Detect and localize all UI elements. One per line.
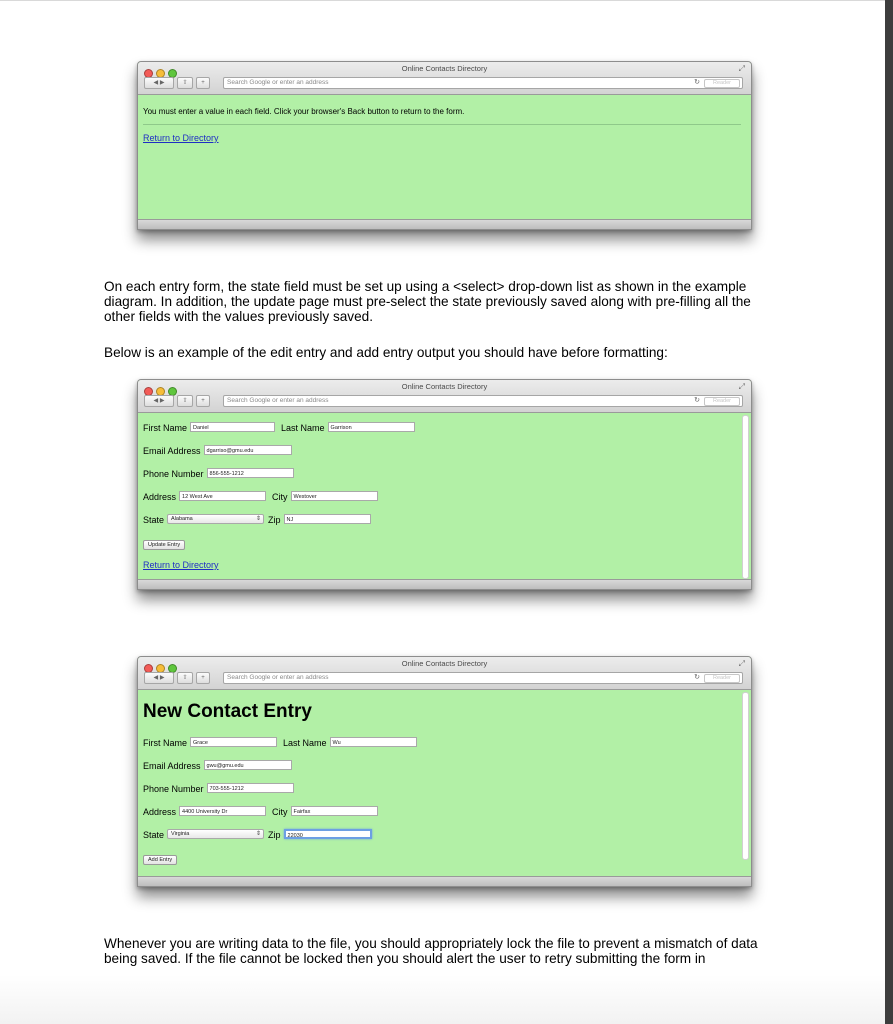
add-entry-form <box>143 699 741 879</box>
window-statusbar <box>138 579 751 589</box>
state-selected-value: Virginia <box>171 831 190 837</box>
browser-window-add <box>137 656 752 887</box>
reload-icon[interactable]: ↻ <box>694 397 700 404</box>
address-label: Address <box>143 807 177 817</box>
email-row <box>143 445 298 457</box>
address-input[interactable]: 12 West Ave <box>179 491 266 501</box>
city-input[interactable]: Westover <box>291 491 378 501</box>
city-input[interactable]: Fairfax <box>291 806 378 816</box>
window-titlebar <box>138 657 751 690</box>
last-name-label: Last Name <box>281 423 325 433</box>
window-statusbar <box>138 876 751 886</box>
phone-row <box>143 468 300 480</box>
window-title: Online Contacts Directory <box>401 64 488 73</box>
last-name-input[interactable]: Wu <box>330 737 417 747</box>
address-label: Address <box>143 492 177 502</box>
address-placeholder: Search Google or enter an address <box>227 79 329 86</box>
new-tab-icon[interactable]: + <box>196 672 210 684</box>
name-row <box>143 422 421 434</box>
reload-icon[interactable]: ↻ <box>694 674 700 681</box>
select-arrows-icon: ⇕ <box>255 831 262 837</box>
address-input[interactable]: 4400 University Dr <box>179 806 266 816</box>
fullscreen-icon[interactable]: ⤢ <box>738 382 745 391</box>
new-tab-icon[interactable]: + <box>196 395 210 407</box>
browser-window-edit <box>137 379 752 590</box>
window-title: Online Contacts Directory <box>401 659 488 668</box>
return-to-directory-link[interactable]: Return to Directory <box>143 560 219 570</box>
update-entry-button[interactable]: Update Entry <box>143 540 185 550</box>
vertical-scrollbar[interactable] <box>742 692 749 860</box>
share-icon[interactable]: ⇧ <box>177 672 193 684</box>
email-label: Email Address <box>143 446 201 456</box>
reader-button[interactable]: Reader <box>704 397 740 406</box>
first-name-label: First Name <box>143 738 188 748</box>
select-arrows-icon: ⇕ <box>255 516 262 522</box>
toolbar-buttons <box>144 77 213 88</box>
window-titlebar <box>138 62 751 95</box>
phone-label: Phone Number <box>143 784 204 794</box>
email-row <box>143 760 298 772</box>
phone-row <box>143 783 300 795</box>
reader-button[interactable]: Reader <box>704 674 740 683</box>
address-bar[interactable] <box>223 395 743 407</box>
first-name-label: First Name <box>143 423 188 433</box>
return-to-directory-link[interactable]: Return to Directory <box>143 133 219 143</box>
state-label: State <box>143 830 165 840</box>
page-bottom-fade <box>0 975 885 1024</box>
top-border <box>0 0 885 1</box>
zip-input[interactable]: NJ <box>284 514 371 524</box>
state-row <box>143 514 377 526</box>
state-selected-value: Alabama <box>171 516 193 522</box>
first-name-input[interactable]: Daniel <box>190 422 275 432</box>
email-label: Email Address <box>143 761 201 771</box>
window-content <box>143 107 741 143</box>
add-entry-button[interactable]: Add Entry <box>143 855 177 865</box>
paragraph-example-intro: Below is an example of the edit entry and add entry output you should have before formatting: <box>104 345 668 360</box>
phone-input[interactable]: 856-555-1212 <box>207 468 294 478</box>
address-row <box>143 491 384 503</box>
first-name-input[interactable]: Grace <box>190 737 277 747</box>
fullscreen-icon[interactable]: ⤢ <box>738 659 745 668</box>
fullscreen-icon[interactable]: ⤢ <box>738 64 745 73</box>
back-forward-icon[interactable]: ◀ ▶ <box>144 672 174 684</box>
phone-input[interactable]: 703-555-1212 <box>207 783 294 793</box>
window-title: Online Contacts Directory <box>401 382 488 391</box>
name-row <box>143 737 423 749</box>
share-icon[interactable]: ⇧ <box>177 395 193 407</box>
window-statusbar <box>138 219 751 229</box>
address-bar[interactable] <box>223 77 743 89</box>
state-select[interactable] <box>167 514 264 524</box>
vertical-scrollbar[interactable] <box>742 415 749 579</box>
submit-row <box>143 537 185 549</box>
state-label: State <box>143 515 165 525</box>
state-select[interactable] <box>167 829 264 839</box>
paragraph-select-dropdown: On each entry form, the state field must be set up using a <select> drop-down list as shown in the example diagram. In addition, the update page must pre-select the state previously saved along with pre-filling all the other fields with the values previously saved. <box>104 279 751 324</box>
address-row <box>143 806 384 818</box>
horizontal-rule <box>143 124 741 125</box>
address-placeholder: Search Google or enter an address <box>227 397 329 404</box>
submit-row <box>143 852 177 864</box>
address-placeholder: Search Google or enter an address <box>227 674 329 681</box>
email-input[interactable]: dgarriso@gmu.edu <box>204 445 292 455</box>
back-forward-icon[interactable]: ◀ ▶ <box>144 395 174 407</box>
share-icon[interactable]: ⇧ <box>177 77 193 89</box>
edit-entry-form <box>143 422 741 582</box>
paragraph-file-locking: Whenever you are writing data to the file, you should appropriately lock the file to prevent a mismatch of data being saved. If the file cannot be locked then you should alert the user to retry submitting the form in <box>104 936 758 966</box>
email-input[interactable]: gwu@gmu.edu <box>204 760 292 770</box>
new-tab-icon[interactable]: + <box>196 77 210 89</box>
zip-input[interactable]: 22030 <box>284 829 372 839</box>
city-label: City <box>272 492 288 502</box>
city-label: City <box>272 807 288 817</box>
reload-icon[interactable]: ↻ <box>694 79 700 86</box>
back-forward-icon[interactable]: ◀ ▶ <box>144 77 174 89</box>
last-name-input[interactable]: Garrison <box>328 422 415 432</box>
window-titlebar <box>138 380 751 413</box>
state-row <box>143 829 378 841</box>
last-name-label: Last Name <box>283 738 327 748</box>
address-bar[interactable] <box>223 672 743 684</box>
phone-label: Phone Number <box>143 469 204 479</box>
page-heading: New Contact Entry <box>143 701 312 722</box>
zip-label: Zip <box>268 515 281 525</box>
toolbar-buttons <box>144 395 213 406</box>
browser-window-error <box>137 61 752 230</box>
reader-button[interactable]: Reader <box>704 79 740 88</box>
zip-label: Zip <box>268 830 281 840</box>
error-message: You must enter a value in each field. Click your browser's Back button to return to the form. <box>143 107 465 116</box>
toolbar-buttons <box>144 672 213 683</box>
